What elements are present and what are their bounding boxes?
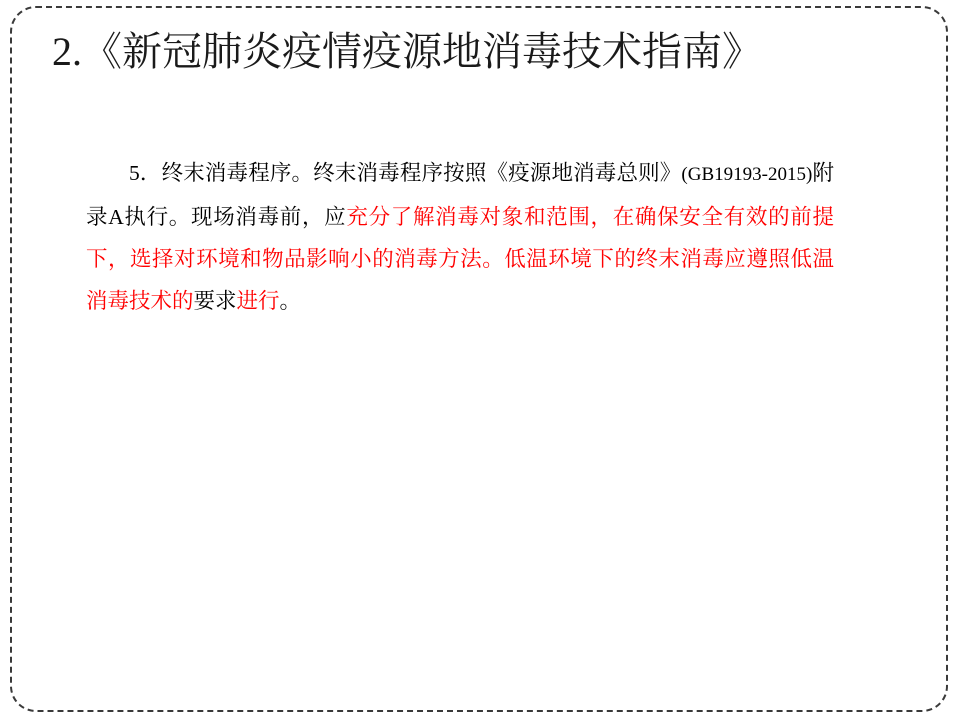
body-highlight-text: 充分了解消毒对象和范围，在确保安全有效的前提下，选择对环境和物品影响小的消毒方法。低温环境下的终末消毒应遵照低温消毒技术的: [86, 205, 834, 313]
slide-border-decoration: [10, 6, 948, 712]
body-lead-text: 5．终末消毒程序。终末消毒程序按照《疫源地消毒总则》: [129, 161, 682, 185]
slide-body-text: [86, 152, 834, 322]
standard-code-text: (GB19193-2015): [681, 164, 813, 185]
body-tail-text-2: 。: [279, 289, 302, 313]
body-after-code-text: 附录A执行。现场消毒前，应: [86, 161, 834, 229]
body-tail-text-1: 要求: [193, 289, 237, 313]
body-paragraph: [86, 152, 834, 322]
body-tail-highlight: 进行: [236, 289, 280, 313]
slide-title: 2.《新冠肺炎疫情疫源地消毒技术指南》: [52, 29, 762, 74]
